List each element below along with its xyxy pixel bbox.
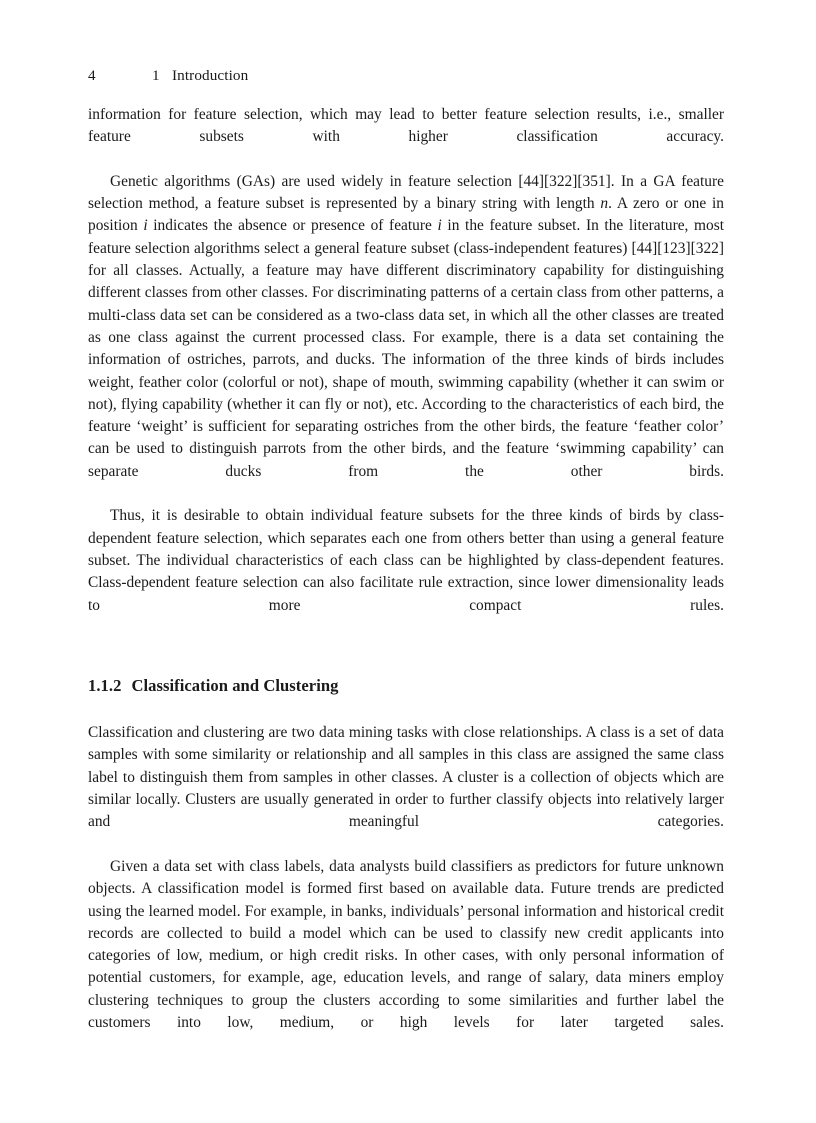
chapter-number: 1 — [152, 67, 160, 84]
math-variable-i-first: i — [143, 217, 148, 235]
paragraph-class-dependent: Thus, it is desirable to obtain individual feature subsets for the three kinds of birds by class-dependent feature selection, which separates each one from others better than using a general feature subset. The individual characteristics of each class can be highlighted by class-dependent features. Class-dependent feature selection can also facilitate rule extraction, since lower dimensionality leads to more compact rules. — [88, 507, 724, 614]
para-text-segment: in the feature subset. In the literature, most feature selection algorithms select a general feature subset (class-independent features) [44][123][322] for all classes. Actually, a feature may have different discriminatory capability for distinguishing different classes from other classes. For discriminating patterns of a certain class from other patterns, a multi-class data set can be considered as a two-class data set, in which all the other classes are treated as one class against the current processed class. For example, there is a data set containing the information of ostriches, parrots, and ducks. The information of the three kinds of birds includes weight, feather color (colorful or not), shape of mouth, swimming capability (whether it can swim or not), flying capability (whether it can fly or not), etc. According to the characteristics of each bird, the feature ‘weight’ is sufficient for separating ostriches from the other birds, the feature ‘feather color’ can be used to distinguish parrots from the other birds, and the feature ‘swimming capability’ can separate ducks from the other birds. — [88, 217, 725, 480]
chapter-title: Introduction — [172, 67, 249, 84]
math-variable-n: n — [600, 195, 609, 213]
section-number: 1.1.2 — [88, 676, 122, 696]
paragraph-genetic-algorithms — [88, 171, 724, 505]
running-header — [88, 66, 724, 86]
page-number: 4 — [88, 67, 96, 84]
paragraph-classifiers: Given a data set with class labels, data analysts build classifiers as predictors for future unknown objects. A classification model is formed first based on available data. Future trends are predicted using the learned model. For example, in banks, individuals’ personal information and historical credit records are collected to build a model which can be used to classify new credit applicants into categories of low, medium, or high credit risks. In other cases, with only personal information of potential customers, for example, age, education levels, and range of salary, data miners employ clustering techniques to group the clusters according to some similarities and further label the customers into low, medium, or high levels for later targeted sales. — [88, 857, 724, 1031]
math-variable-i-second: i — [437, 217, 442, 235]
heading-space-below — [88, 697, 724, 722]
section-heading — [88, 675, 724, 697]
para-text-segment: . A zero or one in position — [88, 195, 724, 235]
paragraph-continuation: information for feature selection, which may lead to better feature selection results, i.e., smaller feature subsets with higher classification accuracy. — [88, 106, 724, 146]
heading-space-above — [88, 639, 724, 675]
para-text-segment: Genetic algorithms (GAs) are used widely in feature selection [44][322][351]. In a GA feature selection method, a feature subset is represented by a binary string with length — [88, 172, 724, 213]
section-title: Classification and Clustering — [131, 676, 339, 696]
page-text-block — [88, 104, 724, 1057]
para-text-segment: indicates the absence or presence of feature — [147, 217, 438, 235]
paragraph-classification-clustering: Classification and clustering are two data mining tasks with close relationships. A class is a set of data samples with some similarity or relationship and all samples in this class are assigned the same class label to distinguish them from samples in other classes. A cluster is a collection of objects which are similar locally. Clusters are usually generated in order to further classify objects into relatively larger and meaningful categories. — [88, 724, 724, 831]
